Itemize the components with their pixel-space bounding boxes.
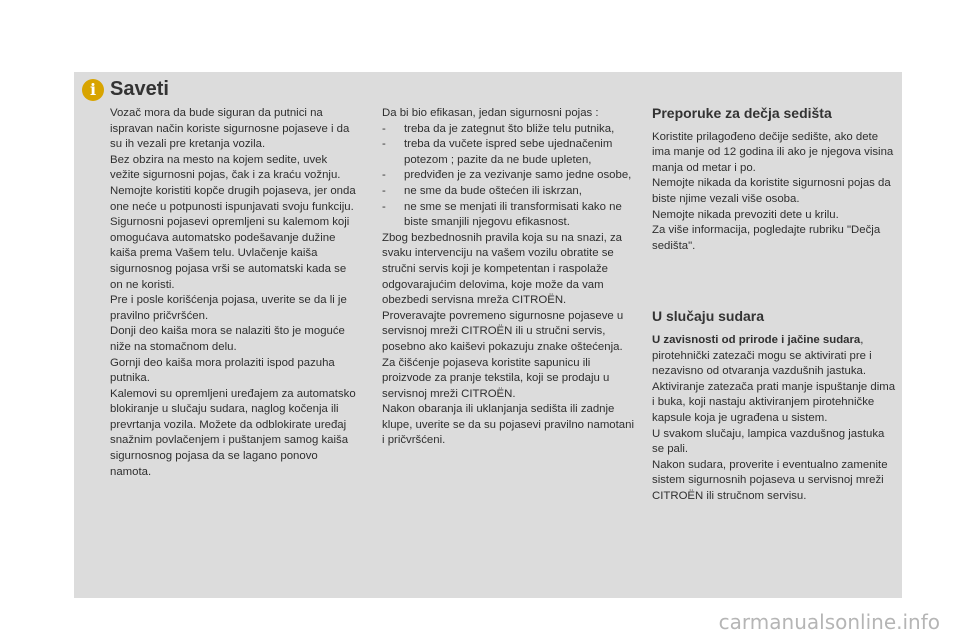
- paragraph: Nemojte nikada da koristite sigurnosni pojas da biste njime vezali više osoba.: [652, 177, 891, 205]
- paragraph: Gornji deo kaiša mora prolaziti ispod pazuha putnika.: [110, 356, 335, 385]
- section-title-collision: U slučaju sudara: [652, 308, 765, 325]
- paragraph: Nakon sudara, proverite i eventualno zamenite sistem sigurnosnih pojaseva u servisnoj mreži CITROËN ili stručnom servisu.: [652, 458, 888, 502]
- list-item: - predviđen je za vezivanje samo jedne osobe,: [382, 168, 634, 184]
- paragraph: Nakon obaranja ili uklanjanja sedišta ili zadnje klupe, uverite se da su pojasevi pravilno namotani i pričvršćeni.: [382, 403, 635, 447]
- intro-text: Da bi bio efikasan, jedan sigurnosni pojas :: [382, 107, 599, 119]
- paragraph: Za više informacija, pogledajte rubriku "Dečja sedišta".: [652, 224, 881, 252]
- paragraph: Proveravajte povremeno sigurnosne pojaseve u servisnoj mreži CITROËN ili u stručni servis, posebno ako kaiševi pokazuju znake oštećenja.: [382, 309, 624, 353]
- column-1: [110, 106, 360, 480]
- lead-paragraph: [652, 333, 896, 427]
- lead-bold-text: U zavisnosti od prirode i jačine sudara: [652, 333, 861, 346]
- lead-text: , pirotehnički zatezači mogu se aktivirati pre i nezavisno od otvaranja vazdušnih jastuka. Aktiviranje zatezača prati manje ispuštanje dima i buka, koji nastaju aktiviranjem pirotehničke kapsule koja je ugrađena u sistem.: [652, 333, 896, 424]
- paragraph: Za čišćenje pojaseva koristite sapunicu ili proizvode za pranje tekstila, koji se prodaju u servisnoj mreži CITROËN.: [382, 356, 610, 400]
- section-title-child-seats: Preporuke za dečja sedišta: [652, 105, 832, 121]
- paragraph: U svakom slučaju, lampica vazdušnog jastuka se pali.: [652, 427, 885, 456]
- paragraph: Pre i posle korišćenja pojasa, uverite se da li je pravilno pričvršćen.: [110, 294, 347, 322]
- paragraph: Nemojte koristiti kopče drugih pojaseva, jer onda one neće u potpunosti ispunjavati svoju funkciju.: [110, 184, 356, 213]
- list-item: - treba da je zategnut što bliže telu putnika,: [382, 122, 634, 138]
- paragraph: Zbog bezbednosnih pravila koja su na snazi, za svaku intervenciju na vašem vozilu obratite se stručni servis koji je kompetentan i raspolaže odgovarajućim delovima, koje može da vam obezbedi servisna mreža CITROËN.: [382, 231, 622, 307]
- bullet-list: [382, 122, 634, 231]
- info-icon: i: [82, 79, 104, 101]
- watermark: carmanualsonline.info: [718, 610, 940, 634]
- paragraph: Koristite prilagođeno dečije sedište, ako dete ima manje od 12 godina ili ako je njegova visina manja od metar i po.: [652, 130, 894, 174]
- paragraph: Vozač mora da bude siguran da putnici na ispravan način koriste sigurnosne pojaseve i da su ih vezali pre kretanja vozila.: [110, 107, 350, 151]
- list-item: - treba da vučete ispred sebe ujednačenim potezom ; pazite da ne bude upleten,: [382, 137, 634, 168]
- paragraph: Nemojte nikada prevoziti dete u krilu.: [652, 208, 839, 221]
- paragraph: Sigurnosni pojasevi opremljeni su kalemom koji omogućava automatsko podešavanje dužine kaiša prema Vašem telu. Uvlačenje kaiša sigurnosnog pojasa vrši se automatski kada se on ne koristi.: [110, 216, 350, 291]
- page-title: Saveti: [110, 78, 169, 100]
- column-3: [652, 106, 896, 504]
- paragraph: Bez obzira na mesto na kojem sedite, uvek vežite sigurnosni pojas, čak i za kraću vožnju.: [110, 153, 341, 182]
- paragraph: Kalemovi su opremljeni uređajem za automatsko blokiranje u slučaju sudara, naglog kočenja ili prevrtanja vozila. Možete da odblokirate uređaj snažnim povlačenjem i puštanjem samog kaiša sigurnosnog pojasa da se lagano ponovo namota.: [110, 387, 356, 478]
- list-item: - ne sme se menjati ili transformisati kako ne biste smanjili njegovu efikasnost.: [382, 200, 634, 231]
- column-2: [382, 106, 634, 449]
- paragraph: Donji deo kaiša mora se nalaziti što je moguće niže na stomačnom delu.: [110, 325, 345, 353]
- list-item: - ne sme da bude oštećen ili iskrzan,: [382, 184, 634, 200]
